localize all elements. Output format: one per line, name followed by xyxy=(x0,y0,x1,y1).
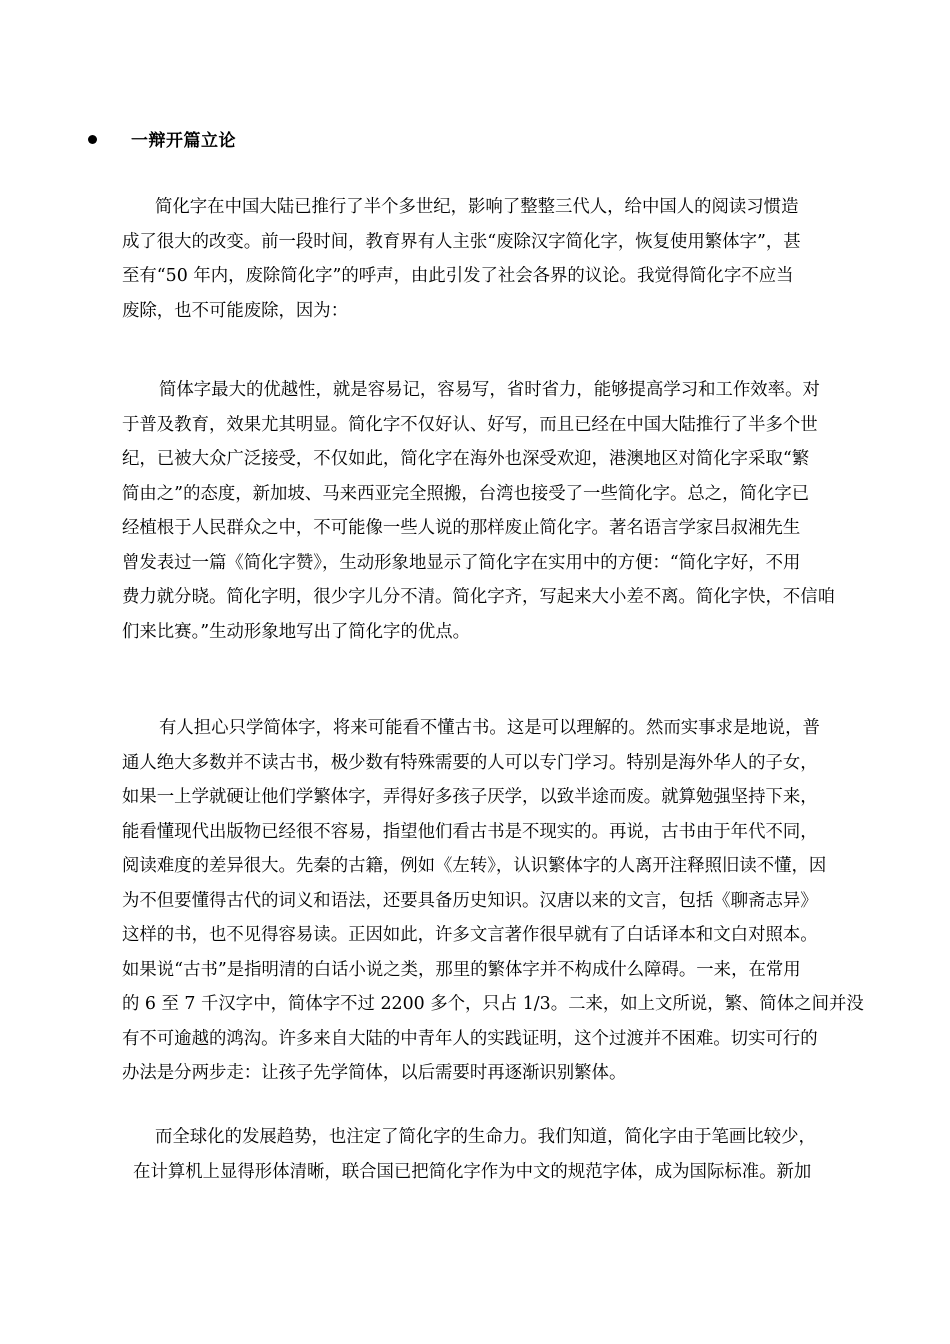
paragraph-line: 至有“50 年内，废除简化字”的呼声，由此引发了社会各界的议论。我觉得简化字不应当 xyxy=(122,266,794,286)
paragraph-line: 纪，已被大众广泛接受，不仅如此，简化字在海外也深受欢迎，港澳地区对简化字采取“繁 xyxy=(122,449,810,469)
paragraph-4 xyxy=(122,1120,864,1189)
paragraph-line: 简由之”的态度，新加坡、马来西亚完全照搬，台湾也接受了一些简化字。总之，简化字已 xyxy=(122,483,810,504)
paragraph-line: 于普及教育，效果尤其明显。简化字不仅好认、好写，而且已经在中国大陆推行了半多个世 xyxy=(122,414,818,435)
paragraph-line: 如果说“古书”是指明清的白话小说之类，那里的繁体字并不构成什么障碍。一来，在常用 xyxy=(122,959,801,980)
paragraph-line: 办法是分两步走：让孩子先学简体，以后需要时再逐渐识别繁体。 xyxy=(122,1063,627,1083)
paragraph-line: 在计算机上显得形体清晰，联合国已把简化字作为中文的规范字体，成为国际标准。新加 xyxy=(122,1161,812,1182)
section-heading-row xyxy=(88,123,236,153)
paragraph-line: 阅读难度的差异很大。先秦的古籍，例如《左转》，认识繁体字的人离开注释照旧读不懂，因 xyxy=(122,856,827,876)
paragraph-line: 为不但要懂得古代的词义和语法，还要具备历史知识。汉唐以来的文言，包括《聊斋志异》 xyxy=(122,890,818,911)
paragraph-line: 能看懂现代出版物已经很不容易，指望他们看古书是不现实的。再说，古书由于年代不同， xyxy=(122,821,818,842)
paragraph-line: 废除，也不可能废除，因为： xyxy=(122,300,349,321)
paragraph-line: 简化字在中国大陆已推行了半个多世纪，影响了整整三代人，给中国人的阅读习惯造 xyxy=(155,197,799,217)
paragraph-line: 成了很大的改变。前一段时间，教育界有人主张“废除汉字简化字，恢复使用繁体字”，甚 xyxy=(122,231,801,252)
paragraph-line: 通人绝大多数并不读古书，极少数有特殊需要的人可以专门学习。特别是海外华人的子女， xyxy=(122,752,818,773)
paragraph-line: 简体字最大的优越性，就是容易记，容易写，省时省力，能够提高学习和工作效率。对 xyxy=(159,380,820,400)
paragraph-line: 而全球化的发展趋势，也注定了简化字的生命力。我们知道，简化字由于笔画比较少， xyxy=(155,1127,816,1147)
section-heading: 一辩开篇立论 xyxy=(131,130,236,151)
paragraph-line: 们来比赛。”生动形象地写出了简化字的优点。 xyxy=(122,621,471,642)
paragraph-3 xyxy=(122,711,864,1091)
paragraph-line: 费力就分晓。简化字明，很少字儿分不清。简化字齐，写起来大小差不离。简化字快，不信咱 xyxy=(122,587,836,607)
paragraph-2 xyxy=(122,373,864,649)
paragraph-line: 曾发表过一篇《简化字赞》，生动形象地显示了简化字在实用中的方便：“简化字好，不用 xyxy=(122,552,801,573)
paragraph-line: 有不可逾越的鸿沟。许多来自大陆的中青年人的实践证明，这个过渡并不困难。切实可行的 xyxy=(122,1028,818,1049)
paragraph-line: 这样的书，也不见得容易读。正因如此，许多文言著作很早就有了白话译本和文白对照本。 xyxy=(122,925,818,945)
paragraph-line: 经植根于人民群众之中，不可能像一些人说的那样废止简化字。著名语言学家吕叔湘先生 xyxy=(122,518,801,538)
paragraph-line: 如果一上学就硬让他们学繁体字，弄得好多孩子厌学，以致半途而废。就算勉强坚持下来， xyxy=(122,787,818,807)
paragraph-1 xyxy=(122,190,864,328)
bullet-icon xyxy=(88,135,97,144)
paragraph-line: 有人担心只学简体字，将来可能看不懂古书。这是可以理解的。然而实事求是地说，普 xyxy=(159,718,820,738)
paragraph-line: 的 6 至 7 千汉字中，简体字不过 2200 多个，只占 1/3。二来，如上文所说，繁、简体之间并没 xyxy=(122,994,864,1014)
